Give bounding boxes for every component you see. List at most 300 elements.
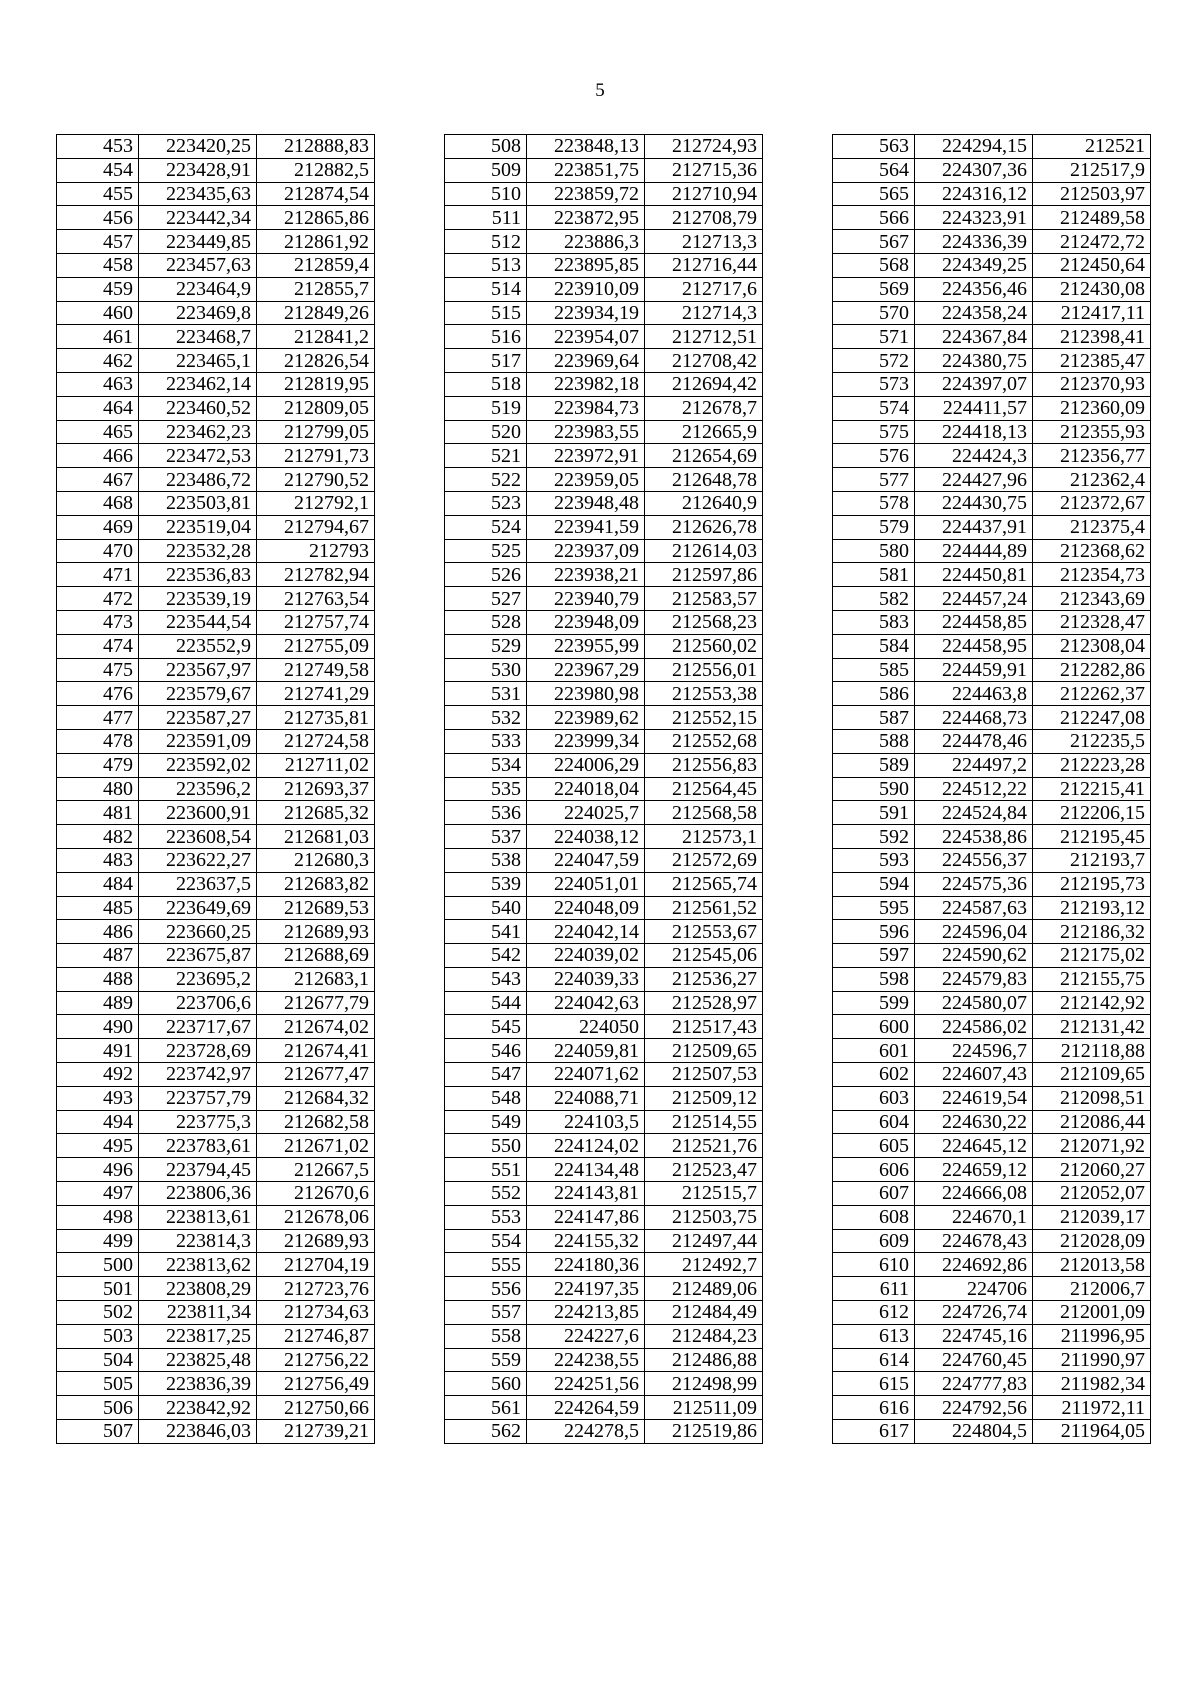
point-number-cell: 603 [833, 1086, 915, 1110]
table-row [57, 468, 375, 492]
point-number-cell: 453 [57, 135, 139, 159]
x-coordinate-cell: 223969,64 [527, 349, 645, 373]
point-number-cell: 503 [57, 1324, 139, 1348]
point-number-cell: 574 [833, 396, 915, 420]
point-number-cell: 537 [445, 825, 527, 849]
y-coordinate-cell: 212498,99 [645, 1372, 763, 1396]
x-coordinate-cell: 224468,73 [915, 706, 1033, 730]
point-number-cell: 507 [57, 1420, 139, 1444]
x-coordinate-cell: 223600,91 [139, 801, 257, 825]
y-coordinate-cell: 212724,93 [645, 135, 763, 159]
point-number-cell: 484 [57, 872, 139, 896]
table-row [57, 1039, 375, 1063]
x-coordinate-cell: 224458,85 [915, 610, 1033, 634]
x-coordinate-cell: 224692,86 [915, 1253, 1033, 1277]
y-coordinate-cell: 212855,7 [257, 277, 375, 301]
table-row [833, 801, 1151, 825]
x-coordinate-cell: 223587,27 [139, 706, 257, 730]
table-row [833, 729, 1151, 753]
y-coordinate-cell: 212888,83 [257, 135, 375, 159]
point-number-cell: 482 [57, 825, 139, 849]
x-coordinate-cell: 224458,95 [915, 634, 1033, 658]
table-row [57, 277, 375, 301]
table-row [57, 920, 375, 944]
table-row [445, 1229, 763, 1253]
point-number-cell: 576 [833, 444, 915, 468]
x-coordinate-cell: 224349,25 [915, 253, 1033, 277]
point-number-cell: 528 [445, 610, 527, 634]
point-number-cell: 585 [833, 658, 915, 682]
y-coordinate-cell: 212674,02 [257, 1015, 375, 1039]
y-coordinate-cell: 212484,23 [645, 1324, 763, 1348]
x-coordinate-cell: 224760,45 [915, 1348, 1033, 1372]
point-number-cell: 541 [445, 920, 527, 944]
y-coordinate-cell: 212362,4 [1033, 468, 1151, 492]
table-row [57, 825, 375, 849]
y-coordinate-cell: 212385,47 [1033, 349, 1151, 373]
point-number-cell: 534 [445, 753, 527, 777]
x-coordinate-cell: 224018,04 [527, 777, 645, 801]
point-number-cell: 459 [57, 277, 139, 301]
y-coordinate-cell: 212417,11 [1033, 301, 1151, 325]
table-row [57, 634, 375, 658]
y-coordinate-cell: 212685,32 [257, 801, 375, 825]
y-coordinate-cell: 212372,67 [1033, 491, 1151, 515]
y-coordinate-cell: 212013,58 [1033, 1253, 1151, 1277]
point-number-cell: 588 [833, 729, 915, 753]
x-coordinate-cell: 224180,36 [527, 1253, 645, 1277]
y-coordinate-cell: 212792,1 [257, 491, 375, 515]
x-coordinate-cell: 224323,91 [915, 206, 1033, 230]
y-coordinate-cell: 212247,08 [1033, 706, 1151, 730]
table-row [57, 1277, 375, 1301]
x-coordinate-cell: 224238,55 [527, 1348, 645, 1372]
table-row [57, 1348, 375, 1372]
y-coordinate-cell: 212118,88 [1033, 1039, 1151, 1063]
table-row [57, 491, 375, 515]
point-number-cell: 570 [833, 301, 915, 325]
point-number-cell: 478 [57, 729, 139, 753]
coordinates-table-2 [444, 134, 763, 1444]
x-coordinate-cell: 224316,12 [915, 182, 1033, 206]
table-row [57, 801, 375, 825]
table-row [445, 349, 763, 373]
point-number-cell: 546 [445, 1039, 527, 1063]
x-coordinate-cell: 223989,62 [527, 706, 645, 730]
y-coordinate-cell: 212717,6 [645, 277, 763, 301]
x-coordinate-cell: 223757,79 [139, 1086, 257, 1110]
x-coordinate-cell: 224380,75 [915, 349, 1033, 373]
y-coordinate-cell: 212523,47 [645, 1158, 763, 1182]
y-coordinate-cell: 212553,38 [645, 682, 763, 706]
y-coordinate-cell: 212282,86 [1033, 658, 1151, 682]
x-coordinate-cell: 224397,07 [915, 372, 1033, 396]
x-coordinate-cell: 224745,16 [915, 1324, 1033, 1348]
point-number-cell: 586 [833, 682, 915, 706]
point-number-cell: 601 [833, 1039, 915, 1063]
table-row [445, 753, 763, 777]
table-row [833, 182, 1151, 206]
point-number-cell: 593 [833, 848, 915, 872]
y-coordinate-cell: 212756,22 [257, 1348, 375, 1372]
x-coordinate-cell: 224450,81 [915, 563, 1033, 587]
x-coordinate-cell: 223937,09 [527, 539, 645, 563]
x-coordinate-cell: 223464,9 [139, 277, 257, 301]
point-number-cell: 563 [833, 135, 915, 159]
x-coordinate-cell: 223442,34 [139, 206, 257, 230]
point-number-cell: 476 [57, 682, 139, 706]
y-coordinate-cell: 212354,73 [1033, 563, 1151, 587]
table-row [833, 396, 1151, 420]
x-coordinate-cell: 223940,79 [527, 587, 645, 611]
point-number-cell: 573 [833, 372, 915, 396]
x-coordinate-cell: 223813,62 [139, 1253, 257, 1277]
table-row [445, 444, 763, 468]
table-row [833, 420, 1151, 444]
point-number-cell: 466 [57, 444, 139, 468]
point-number-cell: 562 [445, 1420, 527, 1444]
point-number-cell: 609 [833, 1229, 915, 1253]
y-coordinate-cell: 212741,29 [257, 682, 375, 706]
table-row [445, 634, 763, 658]
point-number-cell: 581 [833, 563, 915, 587]
y-coordinate-cell: 212509,12 [645, 1086, 763, 1110]
point-number-cell: 455 [57, 182, 139, 206]
x-coordinate-cell: 223984,73 [527, 396, 645, 420]
table-row [445, 158, 763, 182]
point-number-cell: 575 [833, 420, 915, 444]
y-coordinate-cell: 212648,78 [645, 468, 763, 492]
y-coordinate-cell: 211972,11 [1033, 1396, 1151, 1420]
y-coordinate-cell: 212809,05 [257, 396, 375, 420]
y-coordinate-cell: 212614,03 [645, 539, 763, 563]
x-coordinate-cell: 223552,9 [139, 634, 257, 658]
y-coordinate-cell: 212654,69 [645, 444, 763, 468]
y-coordinate-cell: 212486,88 [645, 1348, 763, 1372]
y-coordinate-cell: 212573,1 [645, 825, 763, 849]
y-coordinate-cell: 212749,58 [257, 658, 375, 682]
table-row [833, 896, 1151, 920]
table-row [833, 325, 1151, 349]
x-coordinate-cell: 224607,43 [915, 1063, 1033, 1087]
table-row [57, 444, 375, 468]
point-number-cell: 530 [445, 658, 527, 682]
point-number-cell: 555 [445, 1253, 527, 1277]
point-number-cell: 572 [833, 349, 915, 373]
table-row [445, 325, 763, 349]
table-row [833, 277, 1151, 301]
table-row [445, 1277, 763, 1301]
x-coordinate-cell: 224038,12 [527, 825, 645, 849]
y-coordinate-cell: 212215,41 [1033, 777, 1151, 801]
table-row [445, 610, 763, 634]
table-row [57, 753, 375, 777]
y-coordinate-cell: 212670,6 [257, 1182, 375, 1206]
table-row [833, 682, 1151, 706]
table-row [57, 253, 375, 277]
x-coordinate-cell: 224538,86 [915, 825, 1033, 849]
x-coordinate-cell: 223825,48 [139, 1348, 257, 1372]
table-row [57, 1182, 375, 1206]
x-coordinate-cell: 223486,72 [139, 468, 257, 492]
y-coordinate-cell: 212682,58 [257, 1110, 375, 1134]
y-coordinate-cell: 212710,94 [645, 182, 763, 206]
table-row [57, 1205, 375, 1229]
y-coordinate-cell: 211996,95 [1033, 1324, 1151, 1348]
table-row [57, 1253, 375, 1277]
x-coordinate-cell: 224050 [527, 1015, 645, 1039]
x-coordinate-cell: 224590,62 [915, 944, 1033, 968]
table-row [445, 825, 763, 849]
y-coordinate-cell: 212799,05 [257, 420, 375, 444]
point-number-cell: 604 [833, 1110, 915, 1134]
y-coordinate-cell: 212186,32 [1033, 920, 1151, 944]
y-coordinate-cell: 212674,41 [257, 1039, 375, 1063]
table-row [445, 253, 763, 277]
y-coordinate-cell: 212155,75 [1033, 967, 1151, 991]
table-row [57, 396, 375, 420]
table-row [833, 1420, 1151, 1444]
y-coordinate-cell: 212375,4 [1033, 515, 1151, 539]
table-row [445, 468, 763, 492]
x-coordinate-cell: 223536,83 [139, 563, 257, 587]
y-coordinate-cell: 212665,9 [645, 420, 763, 444]
x-coordinate-cell: 224524,84 [915, 801, 1033, 825]
x-coordinate-cell: 224336,39 [915, 230, 1033, 254]
point-number-cell: 549 [445, 1110, 527, 1134]
table-row [833, 206, 1151, 230]
point-number-cell: 567 [833, 230, 915, 254]
x-coordinate-cell: 224103,5 [527, 1110, 645, 1134]
table-row [833, 872, 1151, 896]
x-coordinate-cell: 223817,25 [139, 1324, 257, 1348]
x-coordinate-cell: 224039,02 [527, 944, 645, 968]
x-coordinate-cell: 223462,23 [139, 420, 257, 444]
point-number-cell: 613 [833, 1324, 915, 1348]
point-number-cell: 464 [57, 396, 139, 420]
x-coordinate-cell: 224777,83 [915, 1372, 1033, 1396]
y-coordinate-cell: 212509,65 [645, 1039, 763, 1063]
y-coordinate-cell: 212503,75 [645, 1205, 763, 1229]
table-row [445, 277, 763, 301]
x-coordinate-cell: 223814,3 [139, 1229, 257, 1253]
x-coordinate-cell: 224659,12 [915, 1158, 1033, 1182]
y-coordinate-cell: 212708,42 [645, 349, 763, 373]
point-number-cell: 480 [57, 777, 139, 801]
y-coordinate-cell: 212568,58 [645, 801, 763, 825]
x-coordinate-cell: 224251,56 [527, 1372, 645, 1396]
y-coordinate-cell: 212677,79 [257, 991, 375, 1015]
point-number-cell: 557 [445, 1301, 527, 1325]
y-coordinate-cell: 212489,06 [645, 1277, 763, 1301]
y-coordinate-cell: 212517,9 [1033, 158, 1151, 182]
x-coordinate-cell: 224367,84 [915, 325, 1033, 349]
table-row [57, 563, 375, 587]
y-coordinate-cell: 212565,74 [645, 872, 763, 896]
x-coordinate-cell: 224047,59 [527, 848, 645, 872]
table-row [445, 1182, 763, 1206]
point-number-cell: 490 [57, 1015, 139, 1039]
table-row [833, 1134, 1151, 1158]
point-number-cell: 531 [445, 682, 527, 706]
point-number-cell: 566 [833, 206, 915, 230]
x-coordinate-cell: 224512,22 [915, 777, 1033, 801]
table-row [57, 135, 375, 159]
point-number-cell: 475 [57, 658, 139, 682]
point-number-cell: 516 [445, 325, 527, 349]
x-coordinate-cell: 223608,54 [139, 825, 257, 849]
x-coordinate-cell: 224457,24 [915, 587, 1033, 611]
table-row [57, 1110, 375, 1134]
table-row [57, 587, 375, 611]
point-number-cell: 526 [445, 563, 527, 587]
y-coordinate-cell: 212583,57 [645, 587, 763, 611]
point-number-cell: 535 [445, 777, 527, 801]
table-row [57, 658, 375, 682]
x-coordinate-cell: 223948,09 [527, 610, 645, 634]
point-number-cell: 556 [445, 1277, 527, 1301]
x-coordinate-cell: 223596,2 [139, 777, 257, 801]
point-number-cell: 514 [445, 277, 527, 301]
x-coordinate-cell: 223895,85 [527, 253, 645, 277]
point-number-cell: 494 [57, 1110, 139, 1134]
table-row [833, 563, 1151, 587]
point-number-cell: 479 [57, 753, 139, 777]
point-number-cell: 456 [57, 206, 139, 230]
x-coordinate-cell: 223462,14 [139, 372, 257, 396]
point-number-cell: 487 [57, 944, 139, 968]
x-coordinate-cell: 223959,05 [527, 468, 645, 492]
x-coordinate-cell: 224596,04 [915, 920, 1033, 944]
x-coordinate-cell: 224411,57 [915, 396, 1033, 420]
point-number-cell: 544 [445, 991, 527, 1015]
y-coordinate-cell: 211982,34 [1033, 1372, 1151, 1396]
y-coordinate-cell: 212175,02 [1033, 944, 1151, 968]
table-row [833, 515, 1151, 539]
table-row [833, 920, 1151, 944]
table-row [833, 491, 1151, 515]
table-row [833, 658, 1151, 682]
point-number-cell: 539 [445, 872, 527, 896]
y-coordinate-cell: 212006,7 [1033, 1277, 1151, 1301]
y-coordinate-cell: 212689,93 [257, 920, 375, 944]
point-number-cell: 497 [57, 1182, 139, 1206]
point-number-cell: 515 [445, 301, 527, 325]
y-coordinate-cell: 212430,08 [1033, 277, 1151, 301]
table-row [833, 634, 1151, 658]
table-row [57, 1063, 375, 1087]
y-coordinate-cell: 212711,02 [257, 753, 375, 777]
y-coordinate-cell: 212223,28 [1033, 753, 1151, 777]
point-number-cell: 611 [833, 1277, 915, 1301]
point-number-cell: 543 [445, 967, 527, 991]
x-coordinate-cell: 224155,32 [527, 1229, 645, 1253]
point-number-cell: 596 [833, 920, 915, 944]
x-coordinate-cell: 223859,72 [527, 182, 645, 206]
x-coordinate-cell: 223954,07 [527, 325, 645, 349]
y-coordinate-cell: 212001,09 [1033, 1301, 1151, 1325]
y-coordinate-cell: 212568,23 [645, 610, 763, 634]
point-number-cell: 460 [57, 301, 139, 325]
x-coordinate-cell: 223910,09 [527, 277, 645, 301]
point-number-cell: 610 [833, 1253, 915, 1277]
point-number-cell: 473 [57, 610, 139, 634]
point-number-cell: 517 [445, 349, 527, 373]
table-row [833, 1086, 1151, 1110]
table-row [445, 301, 763, 325]
point-number-cell: 595 [833, 896, 915, 920]
table-row [57, 682, 375, 706]
table-row [445, 1301, 763, 1325]
table-row [833, 349, 1151, 373]
table-row [445, 706, 763, 730]
point-number-cell: 577 [833, 468, 915, 492]
point-number-cell: 589 [833, 753, 915, 777]
y-coordinate-cell: 212564,45 [645, 777, 763, 801]
point-number-cell: 551 [445, 1158, 527, 1182]
point-number-cell: 465 [57, 420, 139, 444]
x-coordinate-cell: 224497,2 [915, 753, 1033, 777]
y-coordinate-cell: 212724,58 [257, 729, 375, 753]
x-coordinate-cell: 224051,01 [527, 872, 645, 896]
table-row [57, 1324, 375, 1348]
table-row [833, 301, 1151, 325]
table-row [57, 706, 375, 730]
table-row [445, 920, 763, 944]
table-row [57, 325, 375, 349]
y-coordinate-cell: 212681,03 [257, 825, 375, 849]
y-coordinate-cell: 212492,7 [645, 1253, 763, 1277]
x-coordinate-cell: 224042,14 [527, 920, 645, 944]
point-number-cell: 606 [833, 1158, 915, 1182]
point-number-cell: 598 [833, 967, 915, 991]
x-coordinate-cell: 224444,89 [915, 539, 1033, 563]
x-coordinate-cell: 223999,34 [527, 729, 645, 753]
x-coordinate-cell: 223728,69 [139, 1039, 257, 1063]
x-coordinate-cell: 223717,67 [139, 1015, 257, 1039]
x-coordinate-cell: 224478,46 [915, 729, 1033, 753]
x-coordinate-cell: 224587,63 [915, 896, 1033, 920]
table-row [57, 158, 375, 182]
point-number-cell: 532 [445, 706, 527, 730]
point-number-cell: 607 [833, 1182, 915, 1206]
table-row [57, 967, 375, 991]
x-coordinate-cell: 223811,34 [139, 1301, 257, 1325]
x-coordinate-cell: 224294,15 [915, 135, 1033, 159]
x-coordinate-cell: 223886,3 [527, 230, 645, 254]
point-number-cell: 559 [445, 1348, 527, 1372]
x-coordinate-cell: 224025,7 [527, 801, 645, 825]
point-number-cell: 540 [445, 896, 527, 920]
x-coordinate-cell: 223955,99 [527, 634, 645, 658]
point-number-cell: 600 [833, 1015, 915, 1039]
table-row [445, 991, 763, 1015]
x-coordinate-cell: 224418,13 [915, 420, 1033, 444]
y-coordinate-cell: 212793 [257, 539, 375, 563]
x-coordinate-cell: 224147,86 [527, 1205, 645, 1229]
x-coordinate-cell: 224645,12 [915, 1134, 1033, 1158]
x-coordinate-cell: 224666,08 [915, 1182, 1033, 1206]
table-row [445, 1110, 763, 1134]
x-coordinate-cell: 224630,22 [915, 1110, 1033, 1134]
point-number-cell: 485 [57, 896, 139, 920]
y-coordinate-cell: 212560,02 [645, 634, 763, 658]
y-coordinate-cell: 212819,95 [257, 372, 375, 396]
x-coordinate-cell: 223472,53 [139, 444, 257, 468]
y-coordinate-cell: 212693,37 [257, 777, 375, 801]
table-row [57, 777, 375, 801]
table-row [445, 1086, 763, 1110]
